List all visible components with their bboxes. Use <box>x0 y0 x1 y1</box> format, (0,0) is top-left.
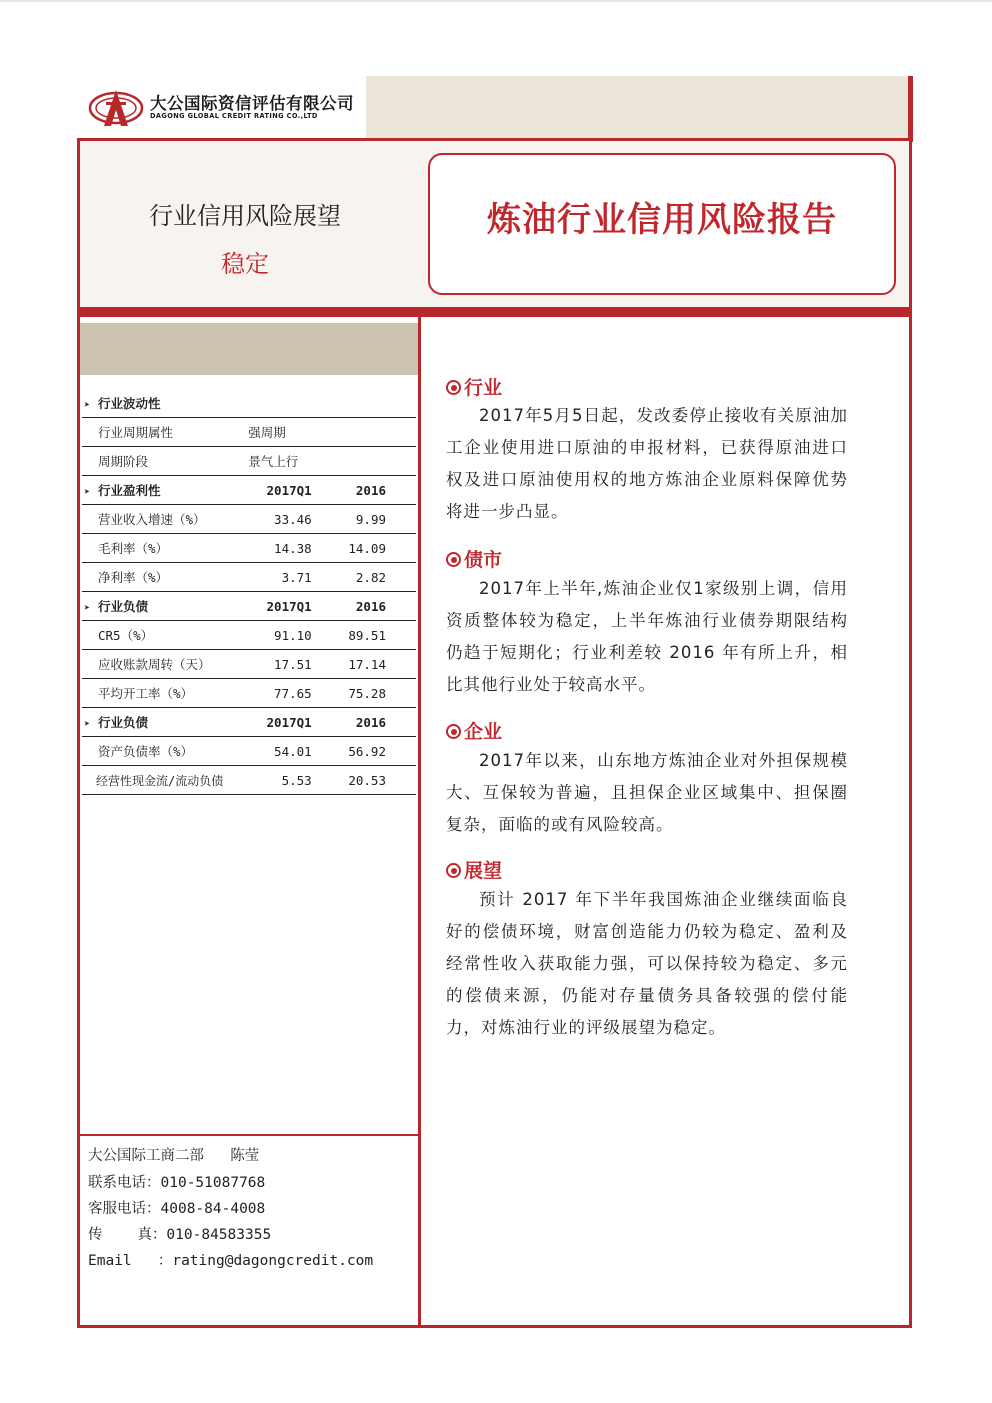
bullet-icon <box>446 724 461 739</box>
table-row <box>82 737 416 766</box>
row-label: 毛利率（%） <box>82 534 242 563</box>
table-row <box>82 563 416 592</box>
contact-fax: 传 真：010-84583355 <box>88 1227 272 1243</box>
table-row <box>82 621 416 650</box>
table-section-header <box>82 389 416 418</box>
section-text-outlook: 预计 2017 年下半年我国炼油企业继续面临良好的偿债环境，财富创造能力仍较为稳定、盈利及经常性收入获取能力强，可以保持较为稳定、多元的偿债来源，仍能对存量债务具备较强的偿付能力，对炼油行业的评级展望为稳定。 <box>446 890 848 1037</box>
column-divider <box>418 317 421 1327</box>
row-label: CR5（%） <box>82 621 242 650</box>
row-label: 周期阶段 <box>82 447 242 476</box>
table-row <box>82 534 416 563</box>
row-label: 行业周期属性 <box>82 418 242 447</box>
column-header-2016: 2016 <box>318 476 416 505</box>
table-row <box>82 505 416 534</box>
metrics-table <box>82 389 416 795</box>
row-value-2017q1: 3.71 <box>242 563 317 592</box>
column-header-2017q1: 2017Q1 <box>242 476 317 505</box>
row-label: 平均开工率（%） <box>82 679 242 708</box>
section-title: 展望 <box>464 860 503 882</box>
sidebar-header-band <box>80 323 418 375</box>
row-value-2017q1: 33.46 <box>242 505 317 534</box>
report-title: 炼油行业信用风险报告 <box>487 200 837 240</box>
column-header-2017q1: 2017Q1 <box>242 592 317 621</box>
row-value-2017q1: 91.10 <box>242 621 317 650</box>
section-heading-bond-market <box>446 545 502 572</box>
table-section-header <box>82 708 416 737</box>
company-name-en: DAGONG GLOBAL CREDIT RATING CO.,LTD <box>150 112 318 120</box>
row-value-2017q1: 77.65 <box>242 679 317 708</box>
section-text-industry: 2017年5月5日起，发改委停止接收有关原油加工企业使用进口原油的申报材料，已获得原油进口权及进口原油使用权的地方炼油企业原料保障优势将进一步凸显。 <box>446 406 848 521</box>
arrow-right-icon: ➤ <box>84 487 91 498</box>
header-divider <box>80 307 909 317</box>
table-row <box>82 679 416 708</box>
header-right-accent <box>908 76 913 142</box>
company-logo <box>88 88 358 130</box>
row-label: 经营性现金流/流动负债 <box>82 766 242 795</box>
section-label: 行业盈利性 <box>98 483 161 498</box>
row-value-2016: 17.14 <box>318 650 416 679</box>
row-label: 资产负债率（%） <box>82 737 242 766</box>
arrow-right-icon: ➤ <box>84 603 91 614</box>
row-label: 净利率（%） <box>82 563 242 592</box>
row-label: 应收账款周转（天） <box>82 650 242 679</box>
header-tab-background <box>366 76 912 140</box>
table-section-header <box>82 592 416 621</box>
row-value-2017q1: 5.53 <box>242 766 317 795</box>
section-heading-enterprise <box>446 717 502 744</box>
contact-service: 客服电话：4008-84-4008 <box>88 1201 266 1217</box>
row-value: 强周期 <box>242 418 416 447</box>
column-header-2016: 2016 <box>318 592 416 621</box>
company-name-cn: 大公国际资信评估有限公司 <box>150 94 354 113</box>
row-value-2017q1: 54.01 <box>242 737 317 766</box>
arrow-right-icon: ➤ <box>84 719 91 730</box>
row-label: 营业收入增速（%） <box>82 505 242 534</box>
section-title: 行业 <box>464 377 503 399</box>
table-row <box>82 418 416 447</box>
section-text-enterprise: 2017年以来，山东地方炼油企业对外担保规模大、互保较为普遍，且担保企业区域集中、担保圈复杂，面临的或有风险较高。 <box>446 751 848 834</box>
table-row <box>82 650 416 679</box>
section-heading-industry <box>446 373 502 400</box>
row-value-2017q1: 17.51 <box>242 650 317 679</box>
company-emblem-icon <box>88 88 144 128</box>
arrow-right-icon: ➤ <box>84 400 91 411</box>
bullet-icon <box>446 552 461 567</box>
contact-divider <box>80 1134 418 1136</box>
section-text-bond-market: 2017年上半年,炼油企业仅1家级别上调，信用资质整体较为稳定，上半年炼油行业债券期限结构仍趋于短期化；行业利差较 2016 年有所上升，相比其他行业处于较高水平。 <box>446 579 848 694</box>
row-value-2017q1: 14.38 <box>242 534 317 563</box>
page-top-rule <box>0 0 992 2</box>
row-value-2016: 20.53 <box>318 766 416 795</box>
contact-email[interactable]: Email ：rating@dagongcredit.com <box>88 1253 374 1269</box>
bullet-icon <box>446 863 461 878</box>
outlook-label: 行业信用风险展望 <box>149 202 341 230</box>
row-value: 景气上行 <box>242 447 416 476</box>
section-heading-outlook <box>446 856 502 883</box>
bullet-icon <box>446 380 461 395</box>
outlook-value: 稳定 <box>221 250 269 278</box>
contact-phone: 联系电话：010-51087768 <box>88 1175 266 1191</box>
section-title: 债市 <box>464 549 503 571</box>
row-value-2016: 75.28 <box>318 679 416 708</box>
row-value-2016: 89.51 <box>318 621 416 650</box>
column-header-2017q1: 2017Q1 <box>242 708 317 737</box>
section-label: 行业负债 <box>98 599 149 614</box>
section-label: 行业负债 <box>98 715 149 730</box>
row-value-2016: 56.92 <box>318 737 416 766</box>
section-label: 行业波动性 <box>98 396 161 411</box>
contact-dept: 大公国际工商二部 陈莹 <box>88 1148 260 1164</box>
table-section-header <box>82 476 416 505</box>
section-title: 企业 <box>464 721 503 743</box>
table-row <box>82 447 416 476</box>
row-value-2016: 2.82 <box>318 563 416 592</box>
row-value-2016: 9.99 <box>318 505 416 534</box>
table-row <box>82 766 416 795</box>
row-value-2016: 14.09 <box>318 534 416 563</box>
column-header-2016: 2016 <box>318 708 416 737</box>
